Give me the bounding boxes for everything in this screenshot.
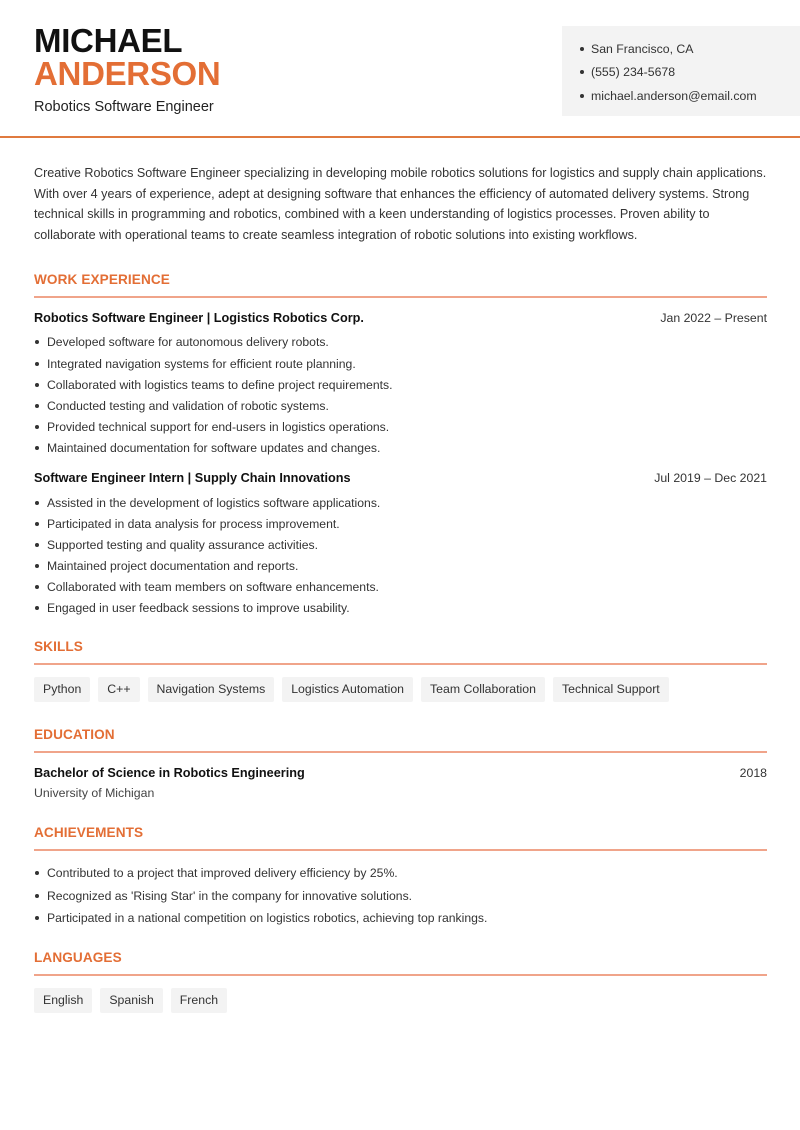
section-divider [34,849,767,851]
list-item: Contributed to a project that improved delivery efficiency by 25%. [34,862,767,885]
language-tag: French [171,988,227,1013]
bullet-icon [580,70,584,74]
list-item: Collaborated with team members on software enhancements. [34,577,767,598]
job-entry [34,471,767,619]
job-title: Robotics Software Engineer [34,99,214,115]
list-item: Assisted in the development of logistics software applications. [34,492,767,513]
bullet-icon [35,871,39,875]
section-divider [34,663,767,665]
bullet-icon [580,47,584,51]
job-bullets [34,332,767,459]
section-title: LANGUAGES [34,949,122,965]
section-skills [34,639,767,702]
skill-tag: Python [34,677,90,702]
list-item: Provided technical support for end-users in logistics operations. [34,417,767,438]
bullet-icon [35,894,39,898]
job-role: Robotics Software Engineer | Logistics Robotics Corp. [34,310,364,325]
section-title: WORK EXPERIENCE [34,271,170,287]
skill-tag: C++ [98,677,139,702]
first-name: MICHAEL [34,22,183,59]
section-achievements [34,825,767,930]
list-item: Conducted testing and validation of robotic systems. [34,395,767,416]
bullet-icon [35,383,39,387]
skill-tag: Team Collaboration [421,677,545,702]
skill-tag: Technical Support [553,677,669,702]
last-name: ANDERSON [34,55,221,92]
list-item: Engaged in user feedback sessions to improve usability. [34,598,767,619]
bullet-icon [35,543,39,547]
bullet-icon [35,585,39,589]
job-dates: Jul 2019 – Dec 2021 [654,470,767,485]
bullet-icon [35,404,39,408]
job-bullets [34,492,767,619]
phone-text: (555) 234-5678 [591,65,676,80]
list-item: Supported testing and quality assurance activities. [34,534,767,555]
language-tags [34,988,767,1013]
summary: Creative Robotics Software Engineer specializing in developing mobile robotics solutions for logistics and supply chain applications. With over 4 years of experience, adept at designing software that enhances the efficiency of automated delivery systems. Strong technical skills in programming and robotics, combined with a keen understanding of logistics processes. Proven ability to collaborate with operational teams to create seamless integration of robotic solutions into existing workflows. [34,166,767,243]
skill-tag: Navigation Systems [148,677,275,702]
list-item: Integrated navigation systems for efficient route planning. [34,353,767,374]
section-divider [34,296,767,298]
section-languages [34,950,767,1013]
language-tag: Spanish [100,988,162,1013]
section-divider [34,974,767,976]
list-item: Developed software for autonomous delivery robots. [34,332,767,353]
location-text: San Francisco, CA [591,41,694,56]
job-role: Software Engineer Intern | Supply Chain Innovations [34,470,351,485]
skill-tags [34,677,767,702]
job-dates: Jan 2022 – Present [660,310,767,325]
contact-phone [580,61,800,85]
contact-box [562,26,800,116]
section-divider [34,751,767,753]
bullet-icon [35,446,39,450]
list-item: Participated in a national competition on logistics robotics, achieving top rankings. [34,907,767,930]
contact-email [580,84,800,108]
list-item: Recognized as 'Rising Star' in the company for innovative solutions. [34,885,767,908]
job-entry [34,311,767,459]
contact-location [580,37,800,61]
list-item: Maintained documentation for software updates and changes. [34,438,767,459]
list-item: Collaborated with logistics teams to define project requirements. [34,374,767,395]
bullet-icon [35,362,39,366]
bullet-icon [35,606,39,610]
bullet-icon [35,522,39,526]
section-education [34,727,767,800]
school-name: University of Michigan [34,786,155,801]
skill-tag: Logistics Automation [282,677,413,702]
resume-header [0,0,800,138]
bullet-icon [35,564,39,568]
section-work-experience [34,272,767,619]
achievement-list [34,862,767,930]
language-tag: English [34,988,92,1013]
bullet-icon [35,501,39,505]
graduation-year: 2018 [739,766,767,781]
bullet-icon [35,916,39,920]
section-title: ACHIEVEMENTS [34,825,144,841]
section-title: SKILLS [34,639,83,655]
bullet-icon [35,425,39,429]
degree: Bachelor of Science in Robotics Engineering [34,766,305,781]
bullet-icon [35,340,39,344]
resume-body [34,163,767,1013]
section-title: EDUCATION [34,727,115,743]
list-item: Maintained project documentation and reports. [34,556,767,577]
bullet-icon [580,94,584,98]
list-item: Participated in data analysis for process improvement. [34,513,767,534]
email-text: michael.anderson@email.com [591,88,757,103]
